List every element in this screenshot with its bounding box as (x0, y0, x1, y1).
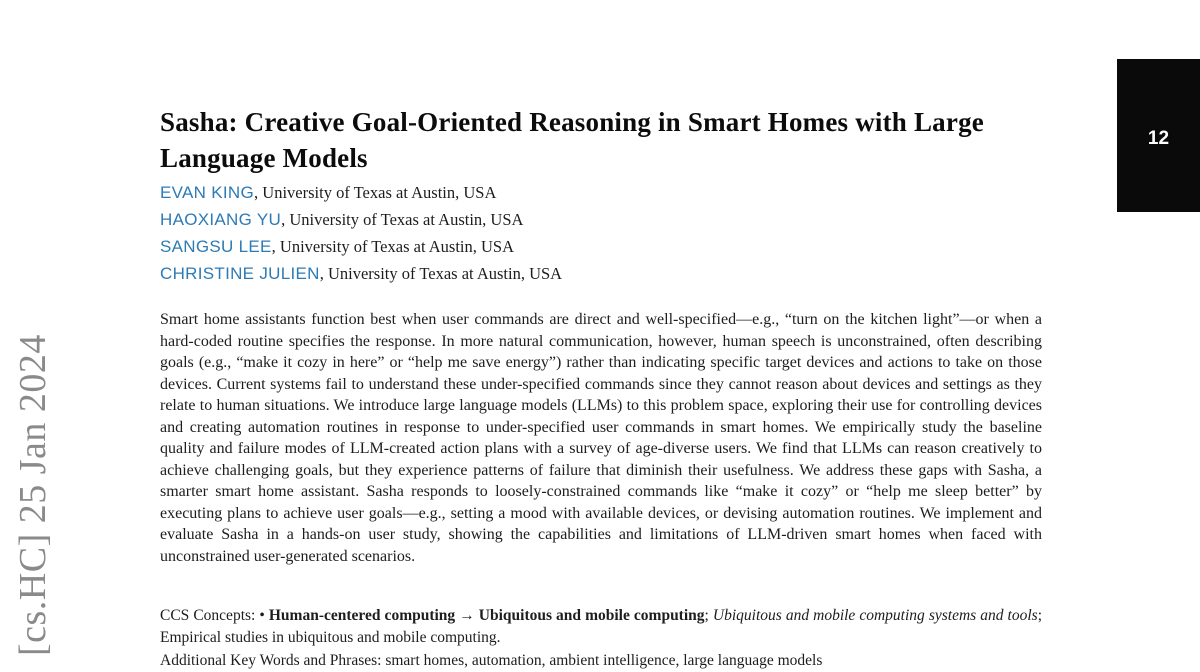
author-name: HAOXIANG YU (160, 210, 282, 229)
author-affiliation: , University of Texas at Austin, USA (254, 183, 497, 202)
author-affiliation: , University of Texas at Austin, USA (271, 237, 515, 256)
keywords-line: Additional Key Words and Phrases: smart homes, automation, ambient intelligence, large language models (160, 651, 823, 669)
author-line (160, 179, 562, 206)
ccs-separator: ; (704, 606, 713, 624)
article-number: 12 (1147, 127, 1170, 149)
author-name: EVAN KING (160, 183, 255, 202)
ccs-concepts (160, 605, 1042, 649)
ccs-bold-segment: Human-centered computing → Ubiquitous and mobile computing (268, 606, 705, 624)
author-name: CHRISTINE JULIEN (160, 264, 320, 283)
abstract-text: Smart home assistants function best when user commands are direct and well-specified—e.g., “turn on the kitchen light”—or when a hard-coded routine specifies the response. In more natural communication, however, human speech is unconstrained, often describing goals (e.g., “make it cozy in here” or “help me save energy”) rather than indicating specific target devices and actions to take on those devices. Current systems fail to understand these under-specified commands since they cannot reason about devices and settings as they relate to human situations. We introduce large language models (LLMs) to this problem space, exploring their use for controlling devices and creating automation routines in response to under-specified user commands in smart homes. We empirically study the baseline quality and failure modes of LLM-created action plans with a survey of age-diverse users. We find that LLMs can reason creatively to achieve challenging goals, but they experience patterns of failure that diminish their usefulness. We address these gaps with Sasha, a smarter smart home assistant. Sasha responds to loosely-constrained commands like “make it cozy” or “help me sleep better” by executing plans to achieve user goals—e.g., setting a mood with available devices, or devising automation routines. We implement and evaluate Sasha in a hands-on user study, showing the capabilities and limitations of LLM-driven smart homes when faced with unconstrained user-generated scenarios. (160, 311, 1042, 565)
article-number-badge (1117, 59, 1200, 212)
author-affiliation: , University of Texas at Austin, USA (319, 264, 563, 283)
ccs-label: CCS Concepts: (160, 606, 260, 624)
author-list (160, 179, 562, 287)
ccs-plain-segment: Empirical studies in ubiquitous and mobile computing. (160, 628, 501, 646)
arxiv-watermark: [cs.HC] 25 Jan 2024 (12, 334, 54, 656)
author-line (160, 233, 562, 260)
ccs-bullet: • (259, 606, 269, 624)
author-affiliation: , University of Texas at Austin, USA (281, 210, 524, 229)
paper-title: Sasha: Creative Goal-Oriented Reasoning in Smart Homes with Large Language Models (160, 107, 984, 174)
ccs-italic-segment: Ubiquitous and mobile computing systems and tools (712, 606, 1038, 624)
ccs-separator: ; (1037, 606, 1042, 624)
author-name: SANGSU LEE (160, 237, 272, 256)
author-line (160, 206, 562, 233)
author-line (160, 260, 562, 287)
